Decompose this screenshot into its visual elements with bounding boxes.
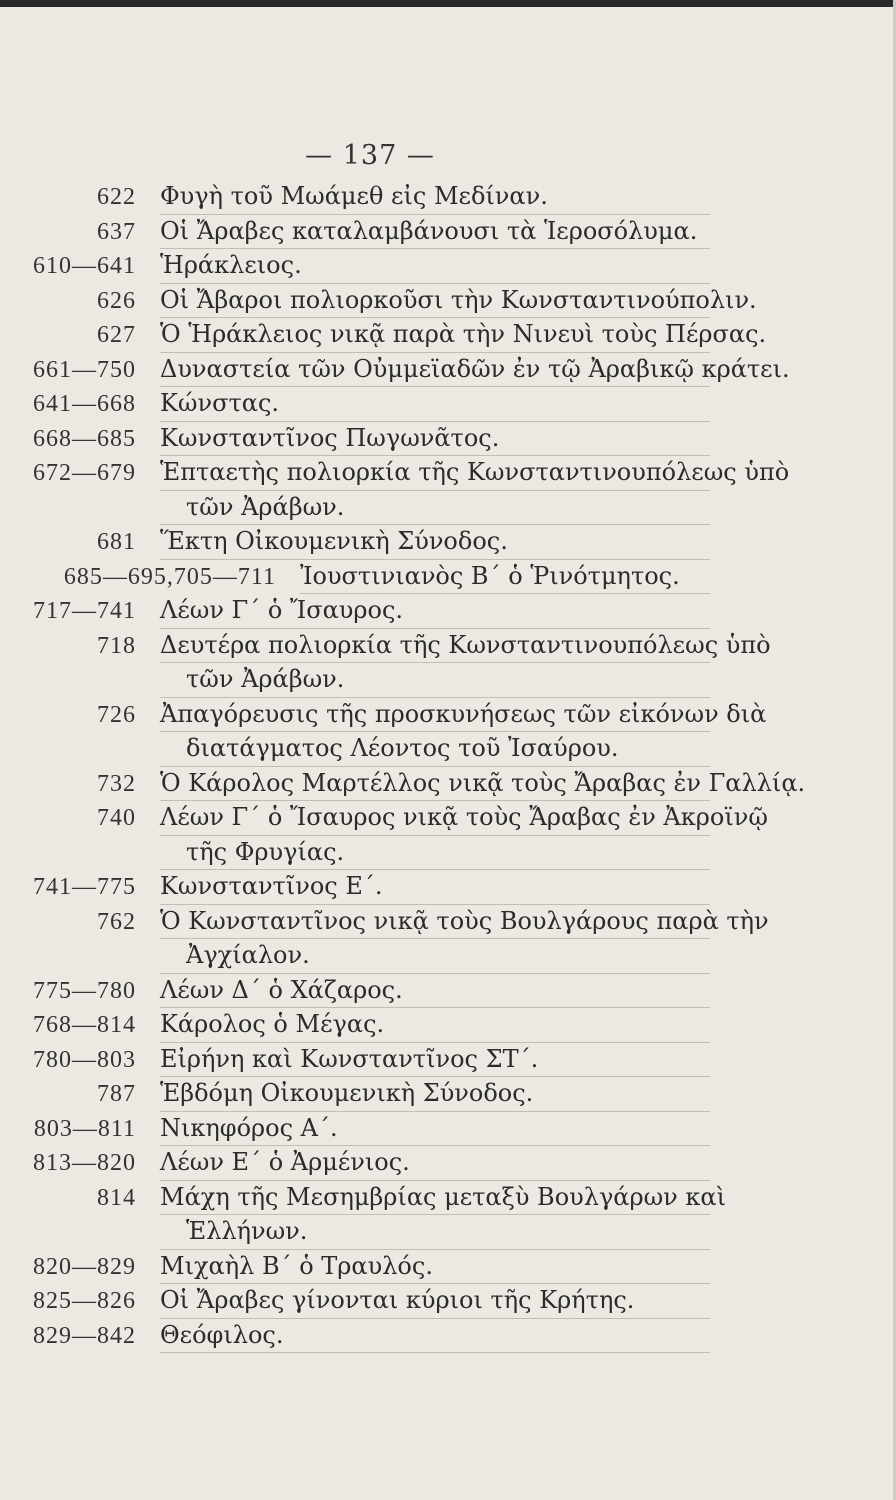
entry-date: 622	[97, 184, 136, 210]
entry-event-text: Ἕκτη Οἰκουμενικὴ Σύνοδος.	[160, 525, 710, 560]
entry-event-text: Ἀπαγόρευσις τῆς προσκυνήσεως τῶν εἰκόνων διὰ	[160, 698, 710, 733]
entry-event	[150, 1284, 710, 1319]
chronology-entry	[0, 698, 896, 767]
entry-event-text: Λέων Γ΄ ὁ Ἴσαυρος.	[160, 594, 710, 629]
entry-date: 717—741	[33, 598, 136, 624]
entry-date: 780—803	[33, 1046, 136, 1073]
entry-event-text: Κωνσταντῖνος Πωγωνᾶτος.	[160, 422, 710, 457]
entry-event-text: Ἡράκλειος.	[160, 249, 710, 284]
entry-event-continuation: τῶν Ἀράβων.	[160, 491, 710, 526]
entry-date: 718	[97, 632, 136, 659]
entry-date: 741—775	[33, 874, 136, 900]
entry-date: 681	[97, 529, 136, 555]
chronology-entry	[0, 1319, 896, 1354]
entry-event-continuation: τῆς Φρυγίας.	[160, 836, 710, 871]
entry-date: 825—826	[33, 1288, 136, 1314]
entry-date: 661—750	[33, 356, 136, 383]
entry-event	[150, 456, 790, 525]
chronology-entry	[0, 353, 896, 388]
entry-event-text: Κώνστας.	[160, 387, 710, 422]
entry-event	[150, 1250, 710, 1285]
scan-top-border	[0, 0, 896, 7]
entry-event-text: Ἑβδόμη Οἰκουμενικὴ Σύνοδος.	[160, 1077, 710, 1112]
entry-event-text: Λέων Γ΄ ὁ Ἴσαυρος νικᾷ τοὺς Ἄραβας ἐν Ἀκροϊνῷ	[160, 801, 710, 836]
chronology-entry	[0, 284, 896, 319]
entry-event	[150, 1319, 710, 1354]
entry-event-text: Οἱ Ἄραβες καταλαμβάνουσι τὰ Ἱεροσόλυμα.	[160, 215, 710, 250]
entry-date: 685—695,705—711	[63, 563, 276, 590]
entry-date: 829—842	[33, 1322, 136, 1349]
entry-date: 820—829	[33, 1253, 136, 1280]
entry-event-continuation: Ἀγχίαλον.	[160, 939, 710, 974]
chronology-entry	[0, 974, 896, 1009]
entry-event-text: Φυγὴ τοῦ Μωάμεθ εἰς Μεδίναν.	[160, 180, 710, 215]
entry-event-text: Λέων Δ΄ ὁ Χάζαρος.	[160, 974, 710, 1009]
entry-date: 787	[97, 1081, 136, 1107]
entry-event	[150, 974, 710, 1009]
entry-event	[150, 1112, 710, 1147]
chronology-entry	[0, 422, 896, 457]
entry-event-text: Νικηφόρος Α΄.	[160, 1112, 710, 1147]
entry-event	[150, 525, 710, 560]
entry-event	[290, 560, 710, 595]
entry-date: 668—685	[33, 425, 136, 452]
chronology-entry	[0, 1284, 896, 1319]
page-number: — 137 —	[305, 140, 435, 171]
entry-event-continuation: διατάγματος Λέοντος τοῦ Ἰσαύρου.	[160, 732, 710, 767]
chronology-entry	[0, 1146, 896, 1181]
entry-event	[150, 1146, 710, 1181]
entry-event	[150, 629, 771, 698]
chronology-entry	[0, 1181, 896, 1250]
entry-event-text: Εἰρήνη καὶ Κωνσταντῖνος ΣΤ΄.	[160, 1043, 710, 1078]
chronology-entry	[0, 180, 896, 215]
entry-date: 672—679	[33, 460, 136, 486]
entry-event	[150, 1008, 710, 1043]
entry-event	[150, 1043, 710, 1078]
chronology-entry	[0, 870, 896, 905]
entry-event	[150, 215, 710, 250]
chronology-entry	[0, 767, 896, 802]
chronology-list	[0, 180, 896, 1353]
entry-event-text: Μάχη τῆς Μεσημβρίας μεταξὺ Βουλγάρων καὶ	[160, 1181, 710, 1216]
entry-event-text: Ὁ Κάρολος Μαρτέλλος νικᾷ τοὺς Ἄραβας ἐν Γαλλίᾳ.	[160, 767, 710, 802]
entry-event-text: Μιχαὴλ Β΄ ὁ Τραυλός.	[160, 1250, 710, 1285]
chronology-entry	[0, 387, 896, 422]
chronology-entry	[0, 1112, 896, 1147]
chronology-entry	[0, 318, 896, 353]
entry-event	[150, 387, 710, 422]
entry-date: 610—641	[33, 253, 136, 279]
entry-event	[150, 422, 710, 457]
chronology-entry	[0, 629, 896, 698]
entry-event-continuation: Ἑλλήνων.	[160, 1215, 710, 1250]
chronology-entry	[0, 801, 896, 870]
entry-event	[150, 1077, 710, 1112]
chronology-entry	[0, 215, 896, 250]
entry-event-text: Ἰουστινιανὸς Β΄ ὁ Ῥινότμητος.	[300, 560, 710, 595]
chronology-entry	[0, 1043, 896, 1078]
entry-date: 732	[97, 770, 136, 797]
entry-event	[150, 905, 769, 974]
entry-event	[150, 353, 790, 388]
entry-event-text: Οἱ Ἄβαροι πολιορκοῦσι τὴν Κωνσταντινούπολιν.	[160, 284, 710, 319]
entry-date: 641—668	[33, 391, 136, 417]
entry-event	[150, 1181, 727, 1250]
entry-date: 768—814	[33, 1012, 136, 1038]
entry-date: 626	[97, 287, 136, 314]
entry-date: 740	[97, 805, 136, 831]
entry-event	[150, 284, 757, 319]
entry-event	[150, 870, 710, 905]
chronology-entry	[0, 1077, 896, 1112]
entry-date: 627	[97, 322, 136, 348]
chronology-entry	[0, 456, 896, 525]
entry-event	[150, 180, 710, 215]
entry-event	[150, 249, 710, 284]
entry-event-text: Κάρολος ὁ Μέγας.	[160, 1008, 710, 1043]
entry-date: 775—780	[33, 977, 136, 1004]
chronology-entry	[0, 905, 896, 974]
entry-event-text: Λέων Ε΄ ὁ Ἀρμένιος.	[160, 1146, 710, 1181]
entry-event-continuation: τῶν Ἀράβων.	[160, 663, 710, 698]
chronology-entry	[0, 1008, 896, 1043]
entry-date: 637	[97, 218, 136, 245]
entry-event	[150, 698, 767, 767]
entry-event-text: Οἱ Ἄραβες γίνονται κύριοι τῆς Κρήτης.	[160, 1284, 710, 1319]
entry-event-text: Θεόφιλος.	[160, 1319, 710, 1354]
entry-date: 814	[97, 1184, 136, 1211]
entry-event-text: Ἑπταετὴς πολιορκία τῆς Κωνσταντινουπόλεως ὑπὸ	[160, 456, 710, 491]
chronology-entry	[0, 594, 896, 629]
entry-event	[150, 801, 768, 870]
entry-event-text: Δευτέρα πολιορκία τῆς Κωνσταντινουπόλεως ὑπὸ	[160, 629, 710, 664]
entry-event	[150, 318, 767, 353]
entry-event	[150, 594, 710, 629]
entry-event-text: Ὁ Κωνσταντῖνος νικᾷ τοὺς Βουλγάρους παρὰ τὴν	[160, 905, 710, 940]
chronology-entry	[0, 560, 896, 595]
entry-date: 762	[97, 908, 136, 935]
entry-event-text: Κωνσταντῖνος Ε΄.	[160, 870, 710, 905]
chronology-entry	[0, 525, 896, 560]
entry-event-text: Ὁ Ἡράκλειος νικᾷ παρὰ τὴν Νινευὶ τοὺς Πέρσας.	[160, 318, 710, 353]
chronology-entry	[0, 249, 896, 284]
chronology-entry	[0, 1250, 896, 1285]
entry-event-text: Δυναστεία τῶν Οὐμμεϊαδῶν ἐν τῷ Ἀραβικῷ κράτει.	[160, 353, 710, 388]
entry-date: 726	[97, 701, 136, 728]
entry-date: 803—811	[33, 1115, 136, 1142]
entry-date: 813—820	[33, 1150, 136, 1176]
entry-event	[150, 767, 806, 802]
